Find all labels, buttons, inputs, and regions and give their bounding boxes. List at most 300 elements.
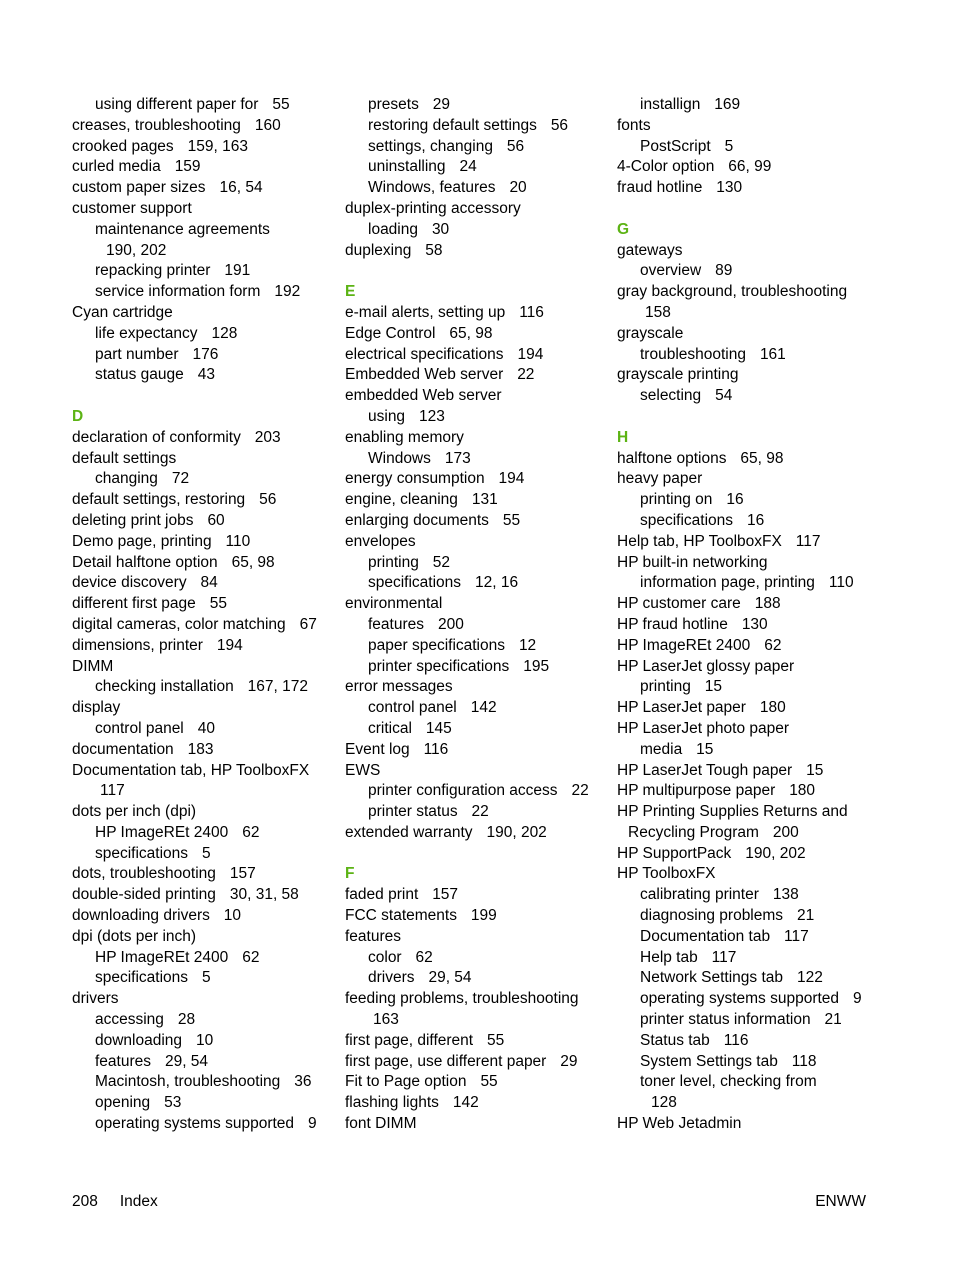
page-reference: 110 [828,574,854,592]
index-subentry [617,1072,882,1093]
index-term: using [368,407,406,425]
index-entry [72,657,337,678]
page-reference: 130 [741,615,768,633]
index-term: drivers [72,990,119,1008]
index-term: status gauge [95,366,184,384]
index-term: color [368,948,402,966]
index-term: HP LaserJet Tough paper [617,761,793,779]
index-subentry [617,95,882,116]
index-term: FCC statements [345,907,457,925]
index-term: embedded Web server [345,387,502,405]
index-entry [72,885,337,906]
page-reference: 65, 98 [449,324,493,342]
index-term: 4-Color option [617,158,715,176]
index-entry [345,885,610,906]
page-reference: 192 [274,283,301,301]
page-reference: 128 [651,1094,677,1112]
page-reference: 183 [187,740,214,758]
page-reference: 118 [791,1052,817,1070]
index-entry [72,178,337,199]
index-term: downloading [95,1031,183,1049]
index-subentry [345,698,610,719]
page-reference: 145 [425,719,452,737]
index-term: dots, troubleshooting [72,865,216,883]
index-term: environmental [345,595,443,613]
index-term: Event log [345,740,410,758]
section-letter: E [345,283,356,301]
index-term: dots per inch (dpi) [72,803,197,821]
index-term: crooked pages [72,137,174,155]
index-entry [345,241,610,262]
page-reference: 167, 172 [247,678,309,696]
index-entry [617,241,882,262]
index-subentry [72,1052,337,1073]
index-term: customer support [72,199,192,217]
page-reference: 36 [294,1073,312,1091]
index-entry [345,927,610,948]
index-subentry [345,220,610,241]
index-entry [72,157,337,178]
index-term: duplexing [345,241,412,259]
index-subentry [345,553,610,574]
section-letter: F [345,865,355,883]
index-term: Status tab [640,1031,710,1049]
index-entry [72,989,337,1010]
index-subentry [72,220,337,241]
index-term: envelopes [345,532,416,550]
page-reference: 16, 54 [219,179,263,197]
index-entry [345,490,610,511]
section-letter: D [72,407,84,425]
page-reference: 10 [195,1031,214,1049]
index-term: Demo page, printing [72,532,212,550]
index-entry [345,989,610,1010]
index-term: fraud hotline [617,179,703,197]
index-entry [617,636,882,657]
page-reference: 12, 16 [474,574,519,592]
index-entry [345,1114,610,1135]
index-subentry [617,573,882,594]
index-term: HP multipurpose paper [617,782,776,800]
index-term: font DIMM [345,1115,417,1133]
index-term: custom paper sizes [72,179,206,197]
index-term: control panel [95,719,184,737]
page-reference: 43 [197,366,215,384]
index-subentry [345,407,610,428]
index-entry [617,719,882,740]
index-term: e-mail alerts, setting up [345,303,506,321]
index-entry [345,199,610,220]
index-term: specifications [95,969,189,987]
page-reference: 138 [772,886,799,904]
index-entry [345,365,610,386]
index-subentry [617,137,882,158]
index-entry [72,428,337,449]
index-term: double-sided printing [72,886,216,904]
page-reference: 161 [759,345,786,363]
index-term: information page, printing [640,574,815,592]
index-entry [345,823,610,844]
page-reference: 12 [518,636,537,654]
index-term: Fit to Page option [345,1073,467,1091]
index-entry [617,657,882,678]
page-reference: 58 [425,241,443,259]
page-reference: 110 [225,532,251,550]
index-term: operating systems supported [95,1115,295,1133]
page-reference: 194 [216,636,243,654]
index-subentry [345,657,610,678]
index-subentry [345,449,610,470]
index-term: calibrating printer [640,886,759,904]
index-term: HP Web Jetadmin [617,1115,742,1133]
index-term: grayscale printing [617,366,739,384]
index-term: paper specifications [368,636,505,654]
index-term: toner level, checking from [640,1073,817,1091]
index-entry [617,1114,882,1135]
page-reference: 195 [523,657,550,675]
index-term: Windows, features [368,179,496,197]
index-term: creases, troubleshooting [72,116,241,134]
section-letter: H [617,428,629,446]
index-entry [617,532,882,553]
page-reference: 9 [307,1115,317,1133]
index-term: first page, different [345,1031,474,1049]
index-entry [617,116,882,137]
index-term: media [640,740,683,758]
index-subentry [617,906,882,927]
index-subentry [72,823,337,844]
index-entry [617,698,882,719]
index-term: maintenance agreements [95,220,270,238]
index-subentry [345,95,610,116]
index-column-3 [617,95,882,1135]
index-entry [345,906,610,927]
index-term: HP customer care [617,595,741,613]
page-reference: 157 [229,865,256,883]
page-reference: 190, 202 [486,823,547,841]
index-term: part number [95,345,179,363]
page-reference: 117 [784,927,809,945]
index-term: specifications [368,574,462,592]
page-reference: 142 [452,1094,479,1112]
index-column-2 [345,95,610,1135]
index-term: Help tab, HP ToolboxFX [617,532,782,550]
index-subentry [345,1010,610,1031]
index-term: default settings, restoring [72,491,246,509]
index-term: heavy paper [617,470,703,488]
page-reference: 65, 98 [231,553,275,571]
index-subentry [72,1031,337,1052]
index-term: enlarging documents [345,511,489,529]
index-entry [617,469,882,490]
index-term: HP fraud hotline [617,615,728,633]
index-subentry [617,261,882,282]
index-subentry [617,386,882,407]
index-entry [617,781,882,802]
index-subentry [72,282,337,303]
page-reference: 194 [517,345,544,363]
page-reference: 128 [211,324,238,342]
index-entry [617,365,882,386]
index-subentry [617,948,882,969]
index-term: Help tab [640,948,698,966]
page-reference: 55 [487,1031,505,1049]
index-entry [72,137,337,158]
page-reference: 122 [796,969,823,987]
index-term: PostScript [640,137,711,155]
index-entry [345,761,610,782]
page-reference: 62 [415,948,433,966]
page-footer-right: ENWW [815,1193,866,1210]
page-reference: 56 [506,137,525,155]
page-reference: 55 [502,511,521,529]
index-term: specifications [640,511,734,529]
index-term: Embedded Web server [345,366,504,384]
index-entry [72,927,337,948]
index-subentry [72,968,337,989]
index-subentry [72,345,337,366]
index-subentry [345,802,610,823]
index-term: Cyan cartridge [72,303,173,321]
index-term: checking installation [95,678,234,696]
page-reference: 22 [517,366,535,384]
page-reference: 22 [471,803,489,821]
index-term: System Settings tab [640,1052,778,1070]
index-subentry [617,490,882,511]
index-term: printer status [368,803,458,821]
page-reference: 199 [470,907,497,925]
index-entry [345,386,610,407]
index-term: printing [640,678,691,696]
index-term: energy consumption [345,470,485,488]
index-entry [72,573,337,594]
page-reference: 22 [571,782,589,800]
index-subentry [617,989,882,1010]
index-subentry [617,1031,882,1052]
index-term: HP ImageREt 2400 [95,823,229,841]
index-term: using different paper for [95,96,259,113]
index-entry [72,511,337,532]
index-term: duplex-printing accessory [345,199,521,217]
index-entry [72,802,337,823]
index-entry [72,698,337,719]
index-term: deleting print jobs [72,511,194,529]
index-subentry [345,968,610,989]
index-term: accessing [95,1011,164,1029]
page-reference: 142 [470,699,497,717]
page-reference: 66, 99 [728,158,772,176]
index-term: features [95,1052,152,1070]
page-reference: 117 [711,948,737,966]
index-term: HP ToolboxFX [617,865,716,883]
index-entry [345,303,610,324]
index-term: HP LaserJet paper [617,699,746,717]
index-term: changing [95,470,158,488]
page-reference: 60 [207,511,225,529]
page-reference: 116 [723,1031,749,1049]
index-entry [617,449,882,470]
page-reference: 5 [201,844,211,862]
index-entry [72,532,337,553]
index-subentry [72,469,337,490]
index-term: faded print [345,886,419,904]
page-reference: 56 [259,491,277,509]
index-subentry [72,844,337,865]
index-subentry [72,948,337,969]
index-entry [345,1093,610,1114]
index-subentry [617,740,882,761]
page-reference: 188 [754,595,781,613]
index-entry [72,864,337,885]
page-reference: 194 [498,470,525,488]
index-entry [617,864,882,885]
index-subentry [345,573,610,594]
index-subentry [617,823,882,844]
index-term: troubleshooting [640,345,746,363]
index-entry [617,761,882,782]
page-reference: 30 [431,220,450,238]
index-term: digital cameras, color matching [72,615,286,633]
index-subentry [617,303,882,324]
index-term: printer configuration access [368,782,558,800]
index-term: settings, changing [368,137,493,155]
page-reference: 52 [432,553,451,571]
page-number: 208 [72,1193,98,1210]
index-term: operating systems supported [640,990,840,1008]
index-term: HP LaserJet glossy paper [617,657,795,675]
page-reference: 15 [704,678,723,696]
index-term: repacking printer [95,262,211,280]
index-term: life expectancy [95,324,198,342]
page-reference: 55 [480,1073,498,1091]
page-reference: 54 [715,387,733,405]
index-entry [617,615,882,636]
section-name: Index [119,1193,158,1210]
index-subentry [345,116,610,137]
page-reference: 5 [724,137,734,155]
page-reference: 28 [177,1011,196,1029]
page-reference: 62 [764,636,782,654]
index-term: gray background, troubleshooting [617,283,848,301]
index-term: Windows [368,449,431,467]
index-entry [617,844,882,865]
index-term: printing [368,553,419,571]
index-term: HP built-in networking [617,553,768,571]
index-term: dpi (dots per inch) [72,927,197,945]
page-reference: 40 [197,719,215,737]
index-term: Edge Control [345,324,436,342]
page-reference: 180 [789,782,816,800]
page-reference: 10 [223,907,242,925]
index-subentry [345,781,610,802]
index-term: different first page [72,595,196,613]
index-term: specifications [95,844,189,862]
index-term: installign [640,96,701,113]
page-reference: 62 [242,823,260,841]
index-subentry [345,636,610,657]
page-reference: 200 [437,615,464,633]
index-term: HP SupportPack [617,844,732,862]
index-entry [345,428,610,449]
page-reference: 131 [471,491,498,509]
index-subentry [72,1093,337,1114]
index-term: fonts [617,116,651,134]
page-reference: 159 [174,158,201,176]
index-entry [72,553,337,574]
index-subentry [72,365,337,386]
page-reference: 180 [759,699,786,717]
index-term: service information form [95,283,261,301]
index-entry [72,490,337,511]
index-term: control panel [368,699,457,717]
index-subentry [72,677,337,698]
page-reference: 116 [423,740,449,758]
page-reference: 190, 202 [745,844,806,862]
index-term: default settings [72,449,177,467]
index-subentry [72,261,337,282]
page-reference: 116 [519,303,544,321]
index-subentry [345,948,610,969]
index-entry [345,594,610,615]
page-reference: 157 [432,886,459,904]
index-term: HP ImageREt 2400 [95,948,229,966]
index-entry [72,303,337,324]
page-reference: 190, 202 [106,241,167,259]
page-reference: 72 [171,470,190,488]
index-entry [345,469,610,490]
index-entry [617,553,882,574]
index-entry [345,1072,610,1093]
index-term: Documentation tab [640,927,771,945]
index-entry [345,740,610,761]
index-term: features [368,615,425,633]
index-term: overview [640,262,702,280]
index-term: display [72,699,121,717]
page-reference: 123 [419,407,445,425]
index-subentry [345,615,610,636]
index-term: EWS [345,761,381,779]
index-entry [72,199,337,220]
index-term: curled media [72,158,161,176]
page-reference: 15 [696,740,714,758]
index-subentry [72,241,337,262]
index-term: Detail halftone option [72,553,218,571]
index-term: flashing lights [345,1094,439,1112]
index-term: error messages [345,678,453,696]
index-entry [72,449,337,470]
page-reference: 29 [432,96,451,113]
page-reference: 159, 163 [187,137,248,155]
index-subentry [345,719,610,740]
index-subentry [72,719,337,740]
index-term: electrical specifications [345,345,504,363]
index-term: extended warranty [345,823,473,841]
index-term: halftone options [617,449,727,467]
page-reference: 117 [795,532,821,550]
section-letter: G [617,220,630,238]
index-subentry [617,1010,882,1031]
index-entry [345,324,610,345]
page-reference: 191 [224,262,251,280]
index-entry [345,511,610,532]
page-reference: 55 [209,595,227,613]
page-reference: 169 [714,96,741,113]
page-reference: 55 [272,96,290,113]
index-entry [345,1052,610,1073]
index-entry [345,345,610,366]
page-reference: 24 [459,158,477,176]
index-entry [345,532,610,553]
